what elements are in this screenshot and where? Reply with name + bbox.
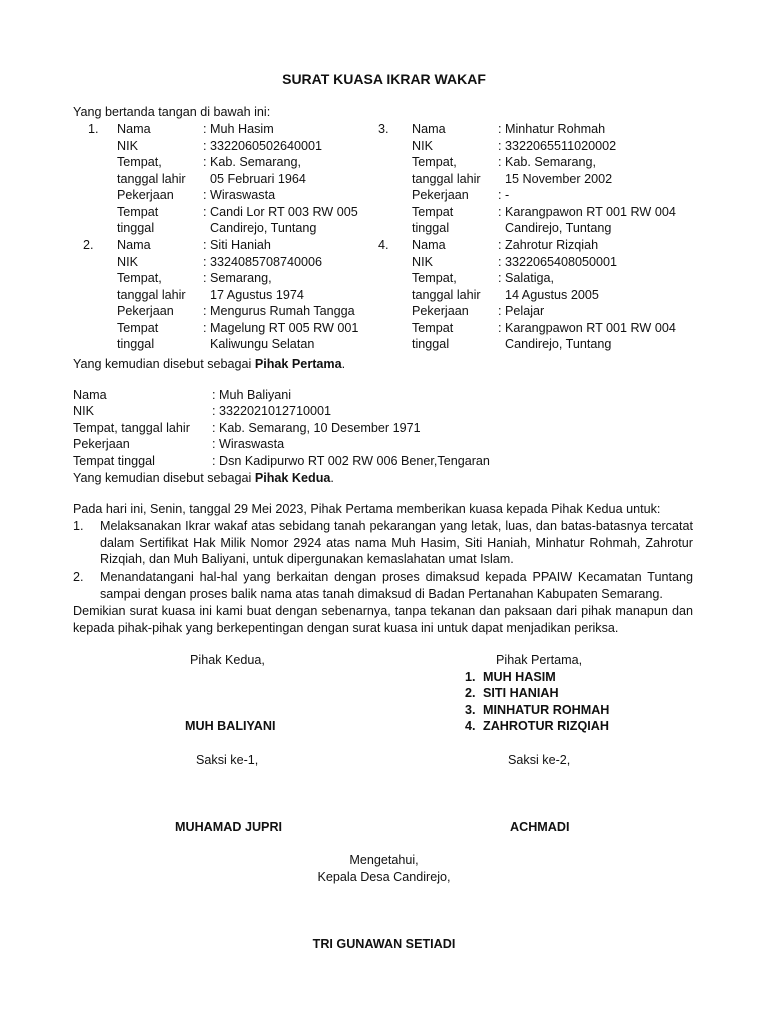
party-field-label: NIK <box>117 138 138 153</box>
party-field-label: Tempat <box>412 204 454 219</box>
party-field-value: : 3322065511020002 <box>498 138 617 153</box>
party-field-label: Nama <box>117 122 151 136</box>
clause-text: Melaksanakan Ikrar wakaf atas sebidang tanah pekarangan yang letak, luas, dan batas-batasnya tercatat dalam Sertifikat Hak Milik Nomor 2924 atas nama Muh Hasim, Siti Haniah, Minhatur Rohmah, Zahrotur Rizqiah, dan Muh Baliyani, untuk dipergunakan kemaslahatan umat Islam. <box>100 519 693 567</box>
second-party-label: NIK <box>73 404 94 418</box>
signatory-number: 4. <box>465 719 476 733</box>
first-party-term: Pihak Pertama <box>254 357 342 371</box>
party-field-label: Tempat <box>117 320 159 335</box>
party-field-label: tinggal <box>412 337 450 351</box>
party-field-label: tanggal lahir <box>117 287 186 302</box>
party-field-label: tinggal <box>117 337 155 351</box>
party-field-value: Candirejo, Tuntang <box>498 221 612 235</box>
second-party-value: : 3322021012710001 <box>212 404 332 418</box>
signatory-number: 2. <box>465 686 476 700</box>
party-number: 4. <box>378 238 389 252</box>
second-party-label: Tempat tinggal <box>73 454 155 468</box>
party-field-label: tanggal lahir <box>117 171 186 186</box>
party-field-value: 05 Februari 1964 <box>203 171 306 186</box>
party-field-label: Tempat, <box>412 271 457 285</box>
party-field-value: : Zahrotur Rizqiah <box>498 238 599 252</box>
party-field-value: : Salatiga, <box>498 271 555 285</box>
party-field-value: : Siti Haniah <box>203 238 271 252</box>
statement-text: Pada hari ini, Senin, tanggal 29 Mei 2023, Pihak Pertama memberikan kuasa kepada Pihak Kedua untuk: <box>73 502 661 516</box>
party-field-label: Nama <box>117 238 151 252</box>
second-party-signatory-name: MUH BALIYANI <box>185 719 276 733</box>
signatory-number: 1. <box>465 670 476 684</box>
party-field-value: : Wiraswasta <box>203 188 276 202</box>
second-party-note-prefix: Yang kemudian disebut sebagai <box>73 471 255 485</box>
party-field-value: : Karangpawon RT 001 RW 004 <box>498 204 676 219</box>
party-field-value: : 3324085708740006 <box>203 254 323 269</box>
party-field-label: Nama <box>412 238 446 252</box>
party-field-label: Nama <box>412 122 446 136</box>
second-party-label: Nama <box>73 388 107 402</box>
party-field-label: NIK <box>412 138 433 153</box>
party-number: 2. <box>83 238 94 252</box>
party-field-label: Pekerjaan <box>117 304 174 318</box>
party-field-value: : Candi Lor RT 003 RW 005 <box>203 204 358 219</box>
signatory-name: SITI HANIAH <box>483 686 559 700</box>
party-field-value: : Muh Hasim <box>203 122 274 136</box>
witness-1-name: MUHAMAD JUPRI <box>175 820 283 834</box>
party-field-value: 17 Agustus 1974 <box>203 287 304 302</box>
first-party-note-prefix: Yang kemudian disebut sebagai <box>73 357 255 371</box>
clause-number: 2. <box>73 570 84 584</box>
party-field-label: Tempat, <box>412 155 457 169</box>
witness-1-label: Saksi ke-1, <box>196 753 259 767</box>
party-field-value: Candirejo, Tuntang <box>498 337 612 351</box>
second-party-value: : Dsn Kadipurwo RT 002 RW 006 Bener,Tengaran <box>212 454 490 468</box>
clause-text: Menandatangani hal-hal yang berkaitan dengan proses dimaksud kepada PPAIW Kecamatan Tuntang sampai dengan proses balik nama atas tanah dimaksud di Badan Pertanahan Kabupaten Semarang. <box>100 570 693 601</box>
second-party-note-suffix: . <box>330 471 334 485</box>
party-field-value: : Kab. Semarang, <box>498 155 597 169</box>
party-field-value: 14 Agustus 2005 <box>498 287 599 302</box>
party-field-value: Candirejo, Tuntang <box>203 221 317 235</box>
party-field-value: : - <box>498 188 510 202</box>
party-field-value: : Karangpawon RT 001 RW 004 <box>498 320 676 335</box>
first-party-note <box>73 356 345 373</box>
party-number: 3. <box>378 122 389 136</box>
signatory-name: MUH HASIM <box>483 670 556 684</box>
clause-number: 1. <box>73 519 84 533</box>
party-field-label: Tempat, <box>117 271 162 285</box>
party-field-label: tinggal <box>117 221 155 235</box>
party-field-label: NIK <box>117 254 138 269</box>
closing-text: Demikian surat kuasa ini kami buat dengan sebenarnya, tanpa tekanan dan paksaan dari pihak manapun dan kepada pihak-pihak yang berkepentingan dengan surat kuasa ini untuk dapat menjadikan periksa. <box>73 604 693 635</box>
village-head-title: Kepala Desa Candirejo, <box>317 870 451 884</box>
party-field-value: : 3322060502640001 <box>203 138 323 153</box>
second-party-value: : Kab. Semarang, 10 Desember 1971 <box>212 421 421 435</box>
party-field-value: : Mengurus Rumah Tangga <box>203 304 355 318</box>
party-field-label: tinggal <box>412 221 450 235</box>
party-field-label: Pekerjaan <box>412 304 469 318</box>
signatory-name: ZAHROTUR RIZQIAH <box>483 719 609 733</box>
second-party-label: Tempat, tanggal lahir <box>73 421 190 435</box>
party-field-value: : Semarang, <box>203 271 272 285</box>
second-party-value: : Muh Baliyani <box>212 388 292 402</box>
party-field-value: : 3322065408050001 <box>498 254 618 269</box>
party-field-value: Kaliwungu Selatan <box>203 337 315 351</box>
party-field-value: : Kab. Semarang, <box>203 155 302 169</box>
witness-2-name: ACHMADI <box>510 820 570 834</box>
party-field-label: Pekerjaan <box>412 188 469 202</box>
signatory-name: MINHATUR ROHMAH <box>483 703 610 717</box>
second-party-value: : Wiraswasta <box>212 437 285 451</box>
party-field-value: : Magelung RT 005 RW 001 <box>203 320 359 335</box>
first-party-sign-label: Pihak Pertama, <box>496 653 583 667</box>
second-party-label: Pekerjaan <box>73 437 130 451</box>
document-title: SURAT KUASA IKRAR WAKAF <box>282 71 486 87</box>
witness-2-label: Saksi ke-2, <box>508 753 571 767</box>
second-party-note <box>73 470 334 487</box>
party-field-label: Tempat <box>117 204 159 219</box>
party-field-label: Tempat, <box>117 155 162 169</box>
party-field-label: tanggal lahir <box>412 171 481 186</box>
acknowledge-label: Mengetahui, <box>349 853 419 867</box>
party-field-value: 15 November 2002 <box>498 171 613 186</box>
second-party-term: Pihak Kedua <box>254 471 331 485</box>
second-party-sign-label: Pihak Kedua, <box>190 653 265 667</box>
signatory-number: 3. <box>465 703 476 717</box>
party-field-value: : Minhatur Rohmah <box>498 122 606 136</box>
party-field-label: Tempat <box>412 320 454 335</box>
party-field-label: Pekerjaan <box>117 188 174 202</box>
party-field-label: NIK <box>412 254 433 269</box>
party-number: 1. <box>88 122 99 136</box>
party-field-label: tanggal lahir <box>412 287 481 302</box>
village-head-name: TRI GUNAWAN SETIADI <box>312 937 456 951</box>
party-field-value: : Pelajar <box>498 304 545 318</box>
intro-text: Yang bertanda tangan di bawah ini: <box>73 105 271 119</box>
first-party-note-suffix: . <box>341 357 346 371</box>
